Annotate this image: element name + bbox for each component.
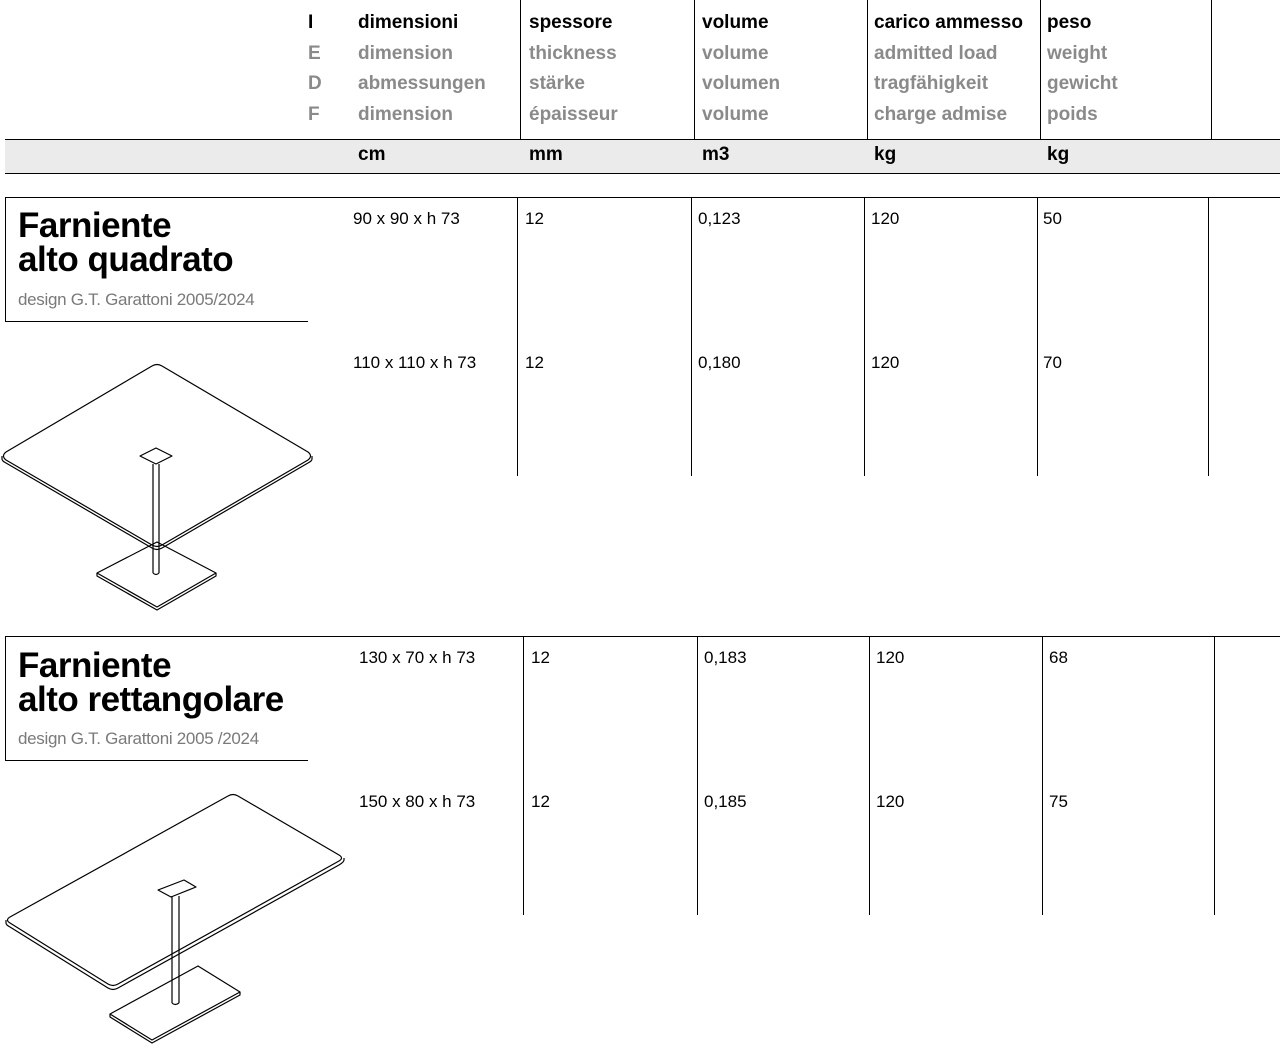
header-label-en: volume xyxy=(702,42,769,64)
header-thickness xyxy=(529,8,618,131)
cell-load: 120 xyxy=(876,648,905,667)
cell-volume: 0,123 xyxy=(698,209,741,228)
product-title-line1: Farniente xyxy=(18,646,172,685)
column-divider xyxy=(1208,197,1209,476)
cell-load: 120 xyxy=(876,792,905,811)
cell-thickness: 12 xyxy=(531,648,550,667)
header-weight xyxy=(1047,8,1118,131)
cell-volume: 0,180 xyxy=(698,353,741,372)
cell-thickness: 12 xyxy=(525,353,544,372)
header-label-it: spessore xyxy=(529,12,613,33)
header-label-fr: poids xyxy=(1047,104,1098,126)
header-label-de: volumen xyxy=(702,73,781,95)
cell-dimensions: 130 x 70 x h 73 xyxy=(359,648,476,667)
cell-thickness: 12 xyxy=(525,209,544,228)
header-label-de: gewicht xyxy=(1047,73,1118,95)
header-label-de: tragfähigkeit xyxy=(874,73,989,95)
lang-code-it: I xyxy=(308,12,314,33)
cell-dimensions: 150 x 80 x h 73 xyxy=(359,792,476,811)
header-divider xyxy=(694,0,695,139)
cell-weight: 75 xyxy=(1049,792,1068,811)
cell-load: 120 xyxy=(871,353,900,372)
column-divider xyxy=(697,636,698,915)
product-designer: design G.T. Garattoni 2005/2024 xyxy=(18,290,255,309)
cell-weight: 68 xyxy=(1049,648,1068,667)
cell-thickness: 12 xyxy=(531,792,550,811)
column-divider xyxy=(523,636,524,915)
header-label-it: volume xyxy=(702,12,769,33)
header-label-it: dimensioni xyxy=(358,12,459,33)
unit-volume: m3 xyxy=(702,144,730,165)
cell-volume: 0,183 xyxy=(704,648,747,667)
header-label-it: carico ammesso xyxy=(874,12,1023,33)
product-title-line1: Farniente xyxy=(18,206,172,245)
header-label-de: stärke xyxy=(529,73,585,95)
cell-load: 120 xyxy=(871,209,900,228)
header-label-it: peso xyxy=(1047,12,1092,33)
header-load xyxy=(874,8,1023,131)
product-title-line2: alto rettangolare xyxy=(18,680,284,719)
header-label-fr: charge admise xyxy=(874,104,1008,126)
column-divider xyxy=(869,636,870,915)
lang-code-en: E xyxy=(308,42,321,64)
header-label-de: abmessungen xyxy=(358,73,486,95)
unit-weight: kg xyxy=(1047,144,1070,165)
cell-weight: 50 xyxy=(1043,209,1062,228)
header-label-fr: dimension xyxy=(358,104,454,126)
column-divider xyxy=(864,197,865,476)
cell-dimensions: 110 x 110 x h 73 xyxy=(353,353,477,372)
unit-load: kg xyxy=(874,144,897,165)
column-divider xyxy=(1037,197,1038,476)
cell-volume: 0,185 xyxy=(704,792,747,811)
header-divider xyxy=(867,0,868,139)
header-label-en: weight xyxy=(1047,42,1108,64)
unit-thickness: mm xyxy=(529,144,563,165)
header-label-en: dimension xyxy=(358,42,454,64)
header-label-en: admitted load xyxy=(874,42,998,64)
rectangular-table-drawing xyxy=(0,0,360,1058)
product-title-line2: alto quadrato xyxy=(18,240,234,279)
header-label-en: thickness xyxy=(529,42,617,64)
header-divider xyxy=(520,0,521,139)
column-divider xyxy=(691,197,692,476)
cell-weight: 70 xyxy=(1043,353,1062,372)
header-volume xyxy=(702,8,780,131)
column-divider xyxy=(1042,636,1043,915)
cell-dimensions: 90 x 90 x h 73 xyxy=(353,209,460,228)
header-label-fr: volume xyxy=(702,104,769,126)
header-divider xyxy=(1211,0,1212,139)
unit-dimensions: cm xyxy=(358,144,386,165)
column-divider xyxy=(1214,636,1215,915)
header-dimensions xyxy=(358,8,486,131)
lang-code-de: D xyxy=(308,73,322,95)
product-designer: design G.T. Garattoni 2005 /2024 xyxy=(18,729,259,748)
header-label-fr: épaisseur xyxy=(529,104,618,126)
column-divider xyxy=(517,197,518,476)
lang-code-fr: F xyxy=(308,104,320,126)
header-divider xyxy=(1040,0,1041,139)
